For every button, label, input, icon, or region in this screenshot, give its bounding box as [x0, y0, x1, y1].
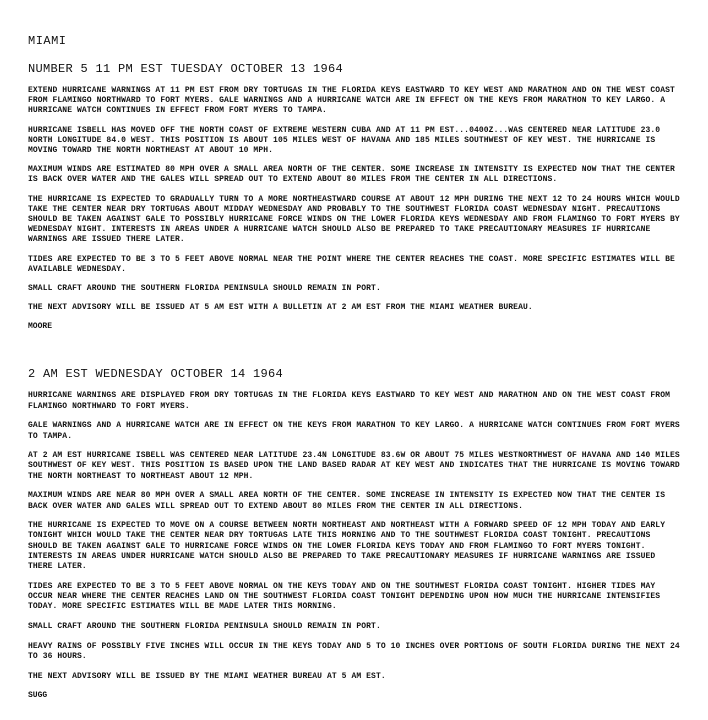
- warnings-paragraph: HURRICANE WARNINGS ARE DISPLAYED FROM DRY TORTUGAS IN THE FLORIDA KEYS EASTWARD TO KEY WEST AND MARATHON AND ON THE WEST COAST FROM FLAMINGO NORTHWARD TO FORT MYERS.: [28, 391, 671, 411]
- advisory-2am: [28, 367, 682, 700]
- small-craft-paragraph: SMALL CRAFT AROUND THE SOUTHERN FLORIDA PENINSULA SHOULD REMAIN IN PORT.: [28, 621, 381, 631]
- position-paragraph: AT 2 AM EST HURRICANE ISBELL WAS CENTERED NEAR LATITUDE 23.4N LONGITUDE 83.6W OR ABOUT 75 MILES WESTNORTHWEST OF HAVANA AND 140 MILES SOUTHWEST OF KEY WEST. THIS POSITION IS BASED UPON THE LAND BASED RADAR AT KEY WEST AND INDICATES THAT THE HURRICANE IS MOVING TOWARD THE NORTH NORTHEAST TO NORTHEAST ABOUT 12 MPH.: [28, 451, 680, 481]
- advisory-document: [28, 34, 682, 700]
- small-craft-paragraph: SMALL CRAFT AROUND THE SOUTHERN FLORIDA PENINSULA SHOULD REMAIN IN PORT.: [28, 284, 381, 294]
- winds-paragraph: MAXIMUM WINDS ARE ESTIMATED 80 MPH OVER A SMALL AREA NORTH OF THE CENTER. SOME INCREASE IN INTENSITY IS EXPECTED NOW THAT THE CENTER IS BACK OVER WATER AND THE GALES WILL SPREAD OUT TO EXTEND ABOUT 80 MILES FROM THE CENTER IN ALL DIRECTIONS.: [28, 165, 675, 185]
- advisory-heading: 2 AM EST WEDNESDAY OCTOBER 14 1964: [28, 367, 284, 382]
- next-advisory-paragraph: THE NEXT ADVISORY WILL BE ISSUED BY THE MIAMI WEATHER BUREAU AT 5 AM EST.: [28, 671, 386, 681]
- next-advisory-paragraph: THE NEXT ADVISORY WILL BE ISSUED AT 5 AM EST WITH A BULLETIN AT 2 AM EST FROM THE MIAMI WEATHER BUREAU.: [28, 303, 533, 313]
- tides-paragraph: TIDES ARE EXPECTED TO BE 3 TO 5 FEET ABOVE NORMAL NEAR THE POINT WHERE THE CENTER REACHES THE COAST. MORE SPECIFIC ESTIMATES WILL BE AVAILABLE WEDNESDAY.: [28, 254, 675, 274]
- forecaster-signature: SUGG: [28, 691, 48, 701]
- rainfall-paragraph: HEAVY RAINS OF POSSIBLY FIVE INCHES WILL OCCUR IN THE KEYS TODAY AND 5 TO 10 INCHES OVER PORTIONS OF SOUTH FLORIDA DURING THE NEXT 24 TO 36 HOURS.: [28, 641, 680, 661]
- forecaster-signature: MOORE: [28, 322, 53, 332]
- office-name: MIAMI: [28, 34, 67, 48]
- gale-watch-paragraph: GALE WARNINGS AND A HURRICANE WATCH ARE IN EFFECT ON THE KEYS FROM MARATHON TO KEY LARGO. A HURRICANE WATCH CONTINUES FROM FORT MYERS TO TAMPA.: [28, 421, 680, 441]
- winds-paragraph: MAXIMUM WINDS ARE NEAR 80 MPH OVER A SMALL AREA NORTH OF THE CENTER. SOME INCREASE IN INTENSITY IS EXPECTED NOW THAT THE CENTER IS BACK OVER WATER AND GALES WILL SPREAD OUT TO EXTEND ABOUT 80 MILES FROM THE CENTER IN ALL DIRECTIONS.: [28, 491, 666, 511]
- position-paragraph: HURRICANE ISBELL HAS MOVED OFF THE NORTH COAST OF EXTREME WESTERN CUBA AND AT 11 PM EST...0400Z...WAS CENTERED NEAR LATITUDE 23.0 NORTH LONGITUDE 84.0 WEST. THIS POSITION IS ABOUT 105 MILES WEST OF HAVANA AND 185 MILES SOUTHWEST OF KEY WEST. THE HURRICANE IS MOVING TOWARD THE NORTH NORTHEAST AT ABOUT 10 MPH.: [28, 125, 661, 156]
- tides-paragraph: TIDES ARE EXPECTED TO BE 3 TO 5 FEET ABOVE NORMAL ON THE KEYS TODAY AND ON THE SOUTHWEST FLORIDA COAST TONIGHT. HIGHER TIDES MAY OCCUR NEAR WHERE THE CENTER REACHES LAND ON THE SOUTHWEST FLORIDA COAST TONIGHT DEPENDING UPON HOW MUCH THE HURRICANE INTENSIFIES TODAY. MORE SPECIFIC ESTIMATES WILL BE MADE LATER THIS MORNING.: [28, 581, 661, 612]
- warnings-paragraph: EXTEND HURRICANE WARNINGS AT 11 PM EST FROM DRY TORTUGAS IN THE FLORIDA KEYS EASTWARD TO KEY WEST AND MARATHON AND ON THE WEST COAST FROM FLAMINGO NORTHWARD TO FORT MYERS. GALE WARNINGS AND A HURRICANE WATCH ARE IN EFFECT ON THE KEYS FROM MARATHON TO KEY LARGO. A HURRICANE WATCH CONTINUES IN EFFECT FROM FORT MYERS TO TAMPA.: [28, 86, 675, 116]
- forecast-paragraph: THE HURRICANE IS EXPECTED TO MOVE ON A COURSE BETWEEN NORTH NORTHEAST AND NORTHEAST WITH A FORWARD SPEED OF 12 MPH TODAY AND EARLY TONIGHT WHICH WOULD TAKE THE CENTER NEAR DRY TORTUGAS LATE THIS MORNING AND TO THE SOUTHWEST FLORIDA COAST TONIGHT. PRECAUTIONS SHOULD BE TAKEN AGAINST GALE TO HURRICANE FORCE WINDS ON THE LOWER FLORIDA KEYS TODAY AND FROM FLAMINGO TO FORT MYERS TONIGHT. INTERESTS IN AREAS UNDER HURRICANE WATCH SHOULD ALSO BE PREPARED TO TAKE PRECAUTIONARY MEASURES IF HURRICANE WARNINGS ARE ISSUED THERE LATER.: [28, 521, 666, 572]
- advisory-number-5: [28, 62, 682, 331]
- forecast-paragraph: THE HURRICANE IS EXPECTED TO GRADUALLY TURN TO A MORE NORTHEASTWARD COURSE AT ABOUT 12 MPH DURING THE NEXT 12 TO 24 HOURS WHICH WOULD TAKE THE CENTER NEAR DRY TORTUGAS ABOUT MIDDAY WEDNESDAY AND PROBABLY TO THE SOUTHWEST FLORIDA COAST WEDNESDAY NIGHT. PRECAUTIONS SHOULD BE TAKEN AGAINST GALE TO POSSIBLY HURRICANE FORCE WINDS ON THE LOWER FLORIDA KEYS WEDNESDAY AND FROM FLAMINGO TO FORT MYERS BY WEDNESDAY NIGHT. INTERESTS IN AREAS UNDER A HURRICANE WATCH SHOULD ALSO BE PREPARED TO TAKE PRECAUTIONARY MEASURES IF HURRICANE WARNINGS ARE ISSUED THERE LATER.: [28, 194, 680, 245]
- advisory-heading: NUMBER 5 11 PM EST TUESDAY OCTOBER 13 1964: [28, 62, 344, 76]
